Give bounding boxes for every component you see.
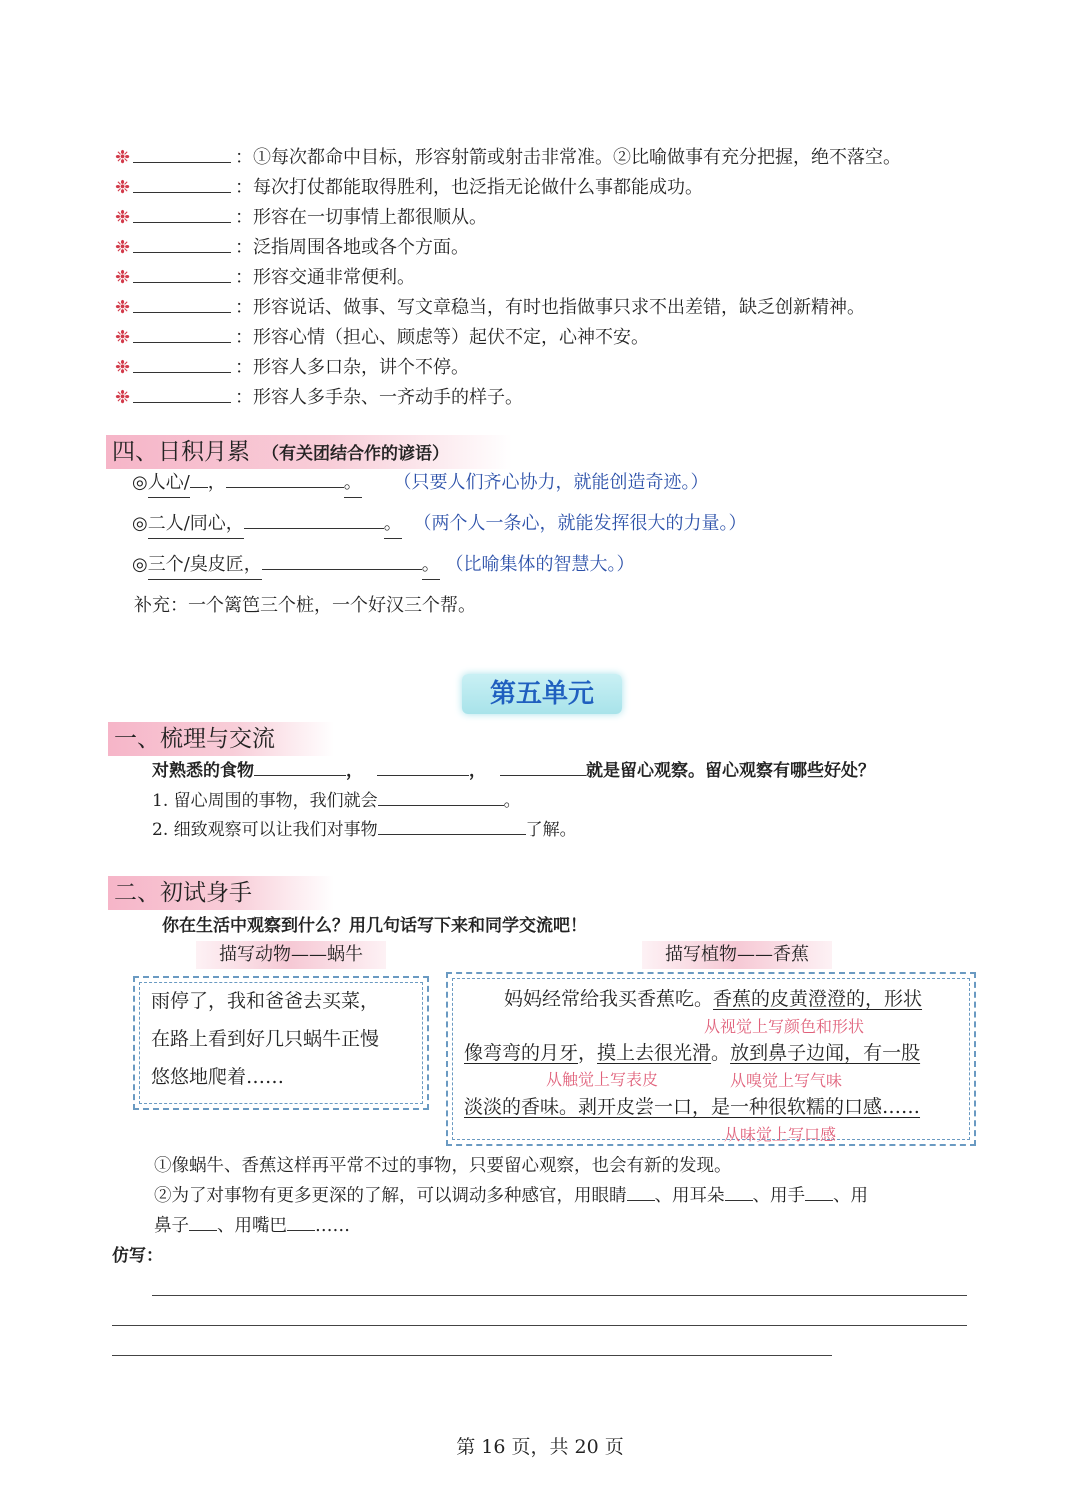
definition-text: ：形容心情（担心、顾虑等）起伏不定，心神不安。 bbox=[235, 327, 649, 348]
proverb-1 bbox=[132, 469, 709, 498]
eye-blank[interactable] bbox=[627, 1184, 655, 1201]
banana-visual-cont: 像弯弯的月牙 bbox=[464, 1042, 579, 1064]
proverb-end: 。 bbox=[344, 469, 362, 498]
page-footer: 第 16 页，共 20 页 bbox=[456, 1436, 624, 1458]
writing-line-2[interactable] bbox=[112, 1325, 967, 1326]
definition-text: ：形容人多手杂、一齐动手的样子。 bbox=[235, 387, 523, 408]
idiom-answer-blank[interactable] bbox=[133, 204, 231, 223]
flower-bullet-icon: ❉ bbox=[115, 147, 131, 168]
summary-2-c: 、用手 bbox=[752, 1186, 805, 1206]
banana-label: 描写植物——香蕉 bbox=[642, 941, 832, 969]
definition-text: ：每次打仗都能取得胜利，也泛指无论做什么事都能成功。 bbox=[235, 177, 703, 198]
section-four-title: 四、日积月累 bbox=[112, 439, 250, 465]
item2-end: 了解。 bbox=[525, 820, 577, 840]
flower-bullet-icon: ❉ bbox=[115, 237, 131, 258]
banana-line-3: 淡淡的香味。剥开皮尝一口，是一种很软糯的口感…… bbox=[464, 1096, 921, 1118]
summary-2-d: 、用 bbox=[833, 1186, 868, 1206]
proverb-marker: ◎ bbox=[132, 472, 148, 493]
section-two-prompt: 你在生活中观察到什么？用几句话写下来和同学交流吧！ bbox=[162, 916, 587, 936]
definition-text: ：形容交通非常便利。 bbox=[235, 267, 415, 288]
note-taste: 从味觉上写口感 bbox=[724, 1125, 837, 1144]
item1-start: 1. 留心周围的事物，我们就会 bbox=[152, 791, 378, 811]
food-blank-1[interactable] bbox=[254, 759, 346, 776]
definition-row bbox=[115, 234, 469, 262]
item1-end: 。 bbox=[503, 791, 521, 811]
definition-row bbox=[115, 354, 469, 382]
definition-row bbox=[115, 324, 649, 352]
proverb-supplement: 补充：一个篱笆三个桩，一个好汉三个帮。 bbox=[134, 595, 476, 616]
definition-row bbox=[115, 294, 865, 322]
section-one-question bbox=[152, 757, 875, 785]
banana-visual: 香蕉的皮黄澄澄的，形状 bbox=[713, 988, 923, 1010]
snail-example-box bbox=[133, 976, 429, 1110]
proverb-start: 三个/臭皮匠， bbox=[148, 551, 262, 580]
idiom-answer-blank[interactable] bbox=[133, 354, 231, 373]
section-two-header bbox=[108, 876, 334, 910]
note-visual: 从视觉上写颜色和形状 bbox=[704, 1017, 865, 1036]
flower-bullet-icon: ❉ bbox=[115, 327, 131, 348]
note-touch: 从触觉上写表皮 bbox=[546, 1070, 659, 1089]
idiom-answer-blank[interactable] bbox=[133, 144, 231, 163]
proverb-end: 。 bbox=[384, 510, 402, 539]
summary-3-c: …… bbox=[315, 1216, 350, 1236]
proverb-comma: ， bbox=[207, 472, 226, 493]
proverb-start: 二人/同心， bbox=[148, 510, 244, 539]
definition-text: ：①每次都命中目标，形容射箭或射击非常准。②比喻做事有充分把握，绝不落空。 bbox=[235, 147, 901, 168]
idiom-answer-blank[interactable] bbox=[133, 264, 231, 283]
idiom-answer-blank[interactable] bbox=[133, 384, 231, 403]
section-one-item-1 bbox=[152, 787, 521, 815]
mouth-blank[interactable] bbox=[287, 1214, 315, 1231]
flower-bullet-icon: ❉ bbox=[115, 357, 131, 378]
question-sep: ， bbox=[469, 761, 486, 781]
section-four-subtitle: （有关团结合作的谚语） bbox=[262, 444, 449, 464]
definition-text: ：形容在一切事情上都很顺从。 bbox=[235, 207, 487, 228]
food-blank-2[interactable] bbox=[377, 759, 469, 776]
proverb-marker: ◎ bbox=[132, 513, 148, 534]
flower-bullet-icon: ❉ bbox=[115, 267, 131, 288]
proverb-blank[interactable] bbox=[262, 551, 422, 570]
banana-example-box bbox=[446, 972, 976, 1146]
definition-row bbox=[115, 174, 703, 202]
proverb-start: 人心/ bbox=[148, 469, 190, 498]
banana-comma: ， bbox=[578, 1042, 598, 1064]
banana-line-1-a: 妈妈经常给我买香蕉吃。 bbox=[504, 988, 714, 1010]
food-blank-3[interactable] bbox=[500, 759, 586, 776]
flower-bullet-icon: ❉ bbox=[115, 177, 131, 198]
definition-row bbox=[115, 144, 901, 172]
proverb-blank-a[interactable] bbox=[190, 487, 208, 488]
snail-line-1: 雨停了，我和爸爸去买菜， bbox=[151, 990, 380, 1012]
snail-label: 描写动物——蜗牛 bbox=[196, 941, 386, 969]
summary-3-b: 、用嘴巴 bbox=[217, 1216, 287, 1236]
section-four-header bbox=[106, 435, 512, 469]
section-one-header bbox=[108, 722, 334, 756]
snail-line-3: 悠悠地爬着…… bbox=[151, 1066, 285, 1088]
question-start: 对熟悉的食物 bbox=[152, 761, 254, 781]
summary-2-b: 、用耳朵 bbox=[654, 1186, 725, 1206]
summary-3-a: 鼻子 bbox=[154, 1216, 189, 1236]
nose-blank[interactable] bbox=[189, 1214, 217, 1231]
proverb-3 bbox=[132, 551, 635, 580]
proverb-marker: ◎ bbox=[132, 554, 148, 575]
proverb-blank-b[interactable] bbox=[226, 469, 344, 488]
question-end: 就是留心观察。留心观察有哪些好处？ bbox=[586, 761, 875, 781]
banana-line-2 bbox=[464, 1034, 920, 1072]
question-sep: ， bbox=[346, 761, 363, 781]
snail-line-2: 在路上看到好几只蜗牛正慢 bbox=[151, 1028, 380, 1050]
definition-text: ：形容人多口杂，讲个不停。 bbox=[235, 357, 469, 378]
summary-1: ①像蜗牛、香蕉这样再平常不过的事物，只要留心观察，也会有新的发现。 bbox=[154, 1156, 732, 1176]
ear-blank[interactable] bbox=[725, 1184, 753, 1201]
flower-bullet-icon: ❉ bbox=[115, 207, 131, 228]
hand-blank[interactable] bbox=[805, 1184, 833, 1201]
note-smell: 从嗅觉上写气味 bbox=[730, 1071, 843, 1090]
section-one-item-2 bbox=[152, 816, 577, 844]
proverb-blank[interactable] bbox=[244, 510, 384, 529]
proverb-hint: （只要人们齐心协力，就能创造奇迹。） bbox=[393, 472, 709, 493]
unit-title: 第五单元 bbox=[462, 674, 622, 714]
proverb-hint: （比喻集体的智慧大。） bbox=[445, 554, 635, 575]
item2-blank[interactable] bbox=[378, 818, 526, 835]
flower-bullet-icon: ❉ bbox=[115, 387, 131, 408]
writing-line-1[interactable] bbox=[152, 1295, 967, 1296]
item1-blank[interactable] bbox=[378, 789, 504, 806]
summary-2-a: ②为了对事物有更多更深的了解，可以调动多种感官，用眼睛 bbox=[154, 1186, 627, 1206]
definition-row bbox=[115, 264, 415, 292]
proverb-2 bbox=[132, 510, 747, 539]
definition-text: ：形容说话、做事、写文章稳当，有时也指做事只求不出差错，缺乏创新精神。 bbox=[235, 297, 865, 318]
writing-line-3[interactable] bbox=[112, 1355, 832, 1356]
definition-row bbox=[115, 384, 523, 412]
imitate-label: 仿写： bbox=[112, 1246, 163, 1266]
idiom-answer-blank[interactable] bbox=[133, 294, 231, 313]
section-two-title: 二、初试身手 bbox=[114, 880, 252, 906]
banana-period: 。 bbox=[711, 1042, 731, 1064]
banana-touch: 摸上去很光滑 bbox=[597, 1042, 712, 1064]
summary-3 bbox=[154, 1212, 350, 1240]
flower-bullet-icon: ❉ bbox=[115, 297, 131, 318]
proverb-hint: （两个人一条心，就能发挥很大的力量。） bbox=[413, 513, 747, 534]
idiom-answer-blank[interactable] bbox=[133, 234, 231, 253]
idiom-answer-blank[interactable] bbox=[133, 324, 231, 343]
banana-smell: 放到鼻子边闻，有一股 bbox=[730, 1042, 921, 1064]
definition-text: ：泛指周围各地或各个方面。 bbox=[235, 237, 469, 258]
summary-2 bbox=[154, 1182, 868, 1210]
idiom-answer-blank[interactable] bbox=[133, 174, 231, 193]
banana-line-1 bbox=[504, 980, 922, 1018]
definition-row bbox=[115, 204, 487, 232]
section-one-title: 一、梳理与交流 bbox=[114, 726, 275, 752]
proverb-end: 。 bbox=[422, 551, 440, 580]
item2-start: 2. 细致观察可以让我们对事物 bbox=[152, 820, 378, 840]
